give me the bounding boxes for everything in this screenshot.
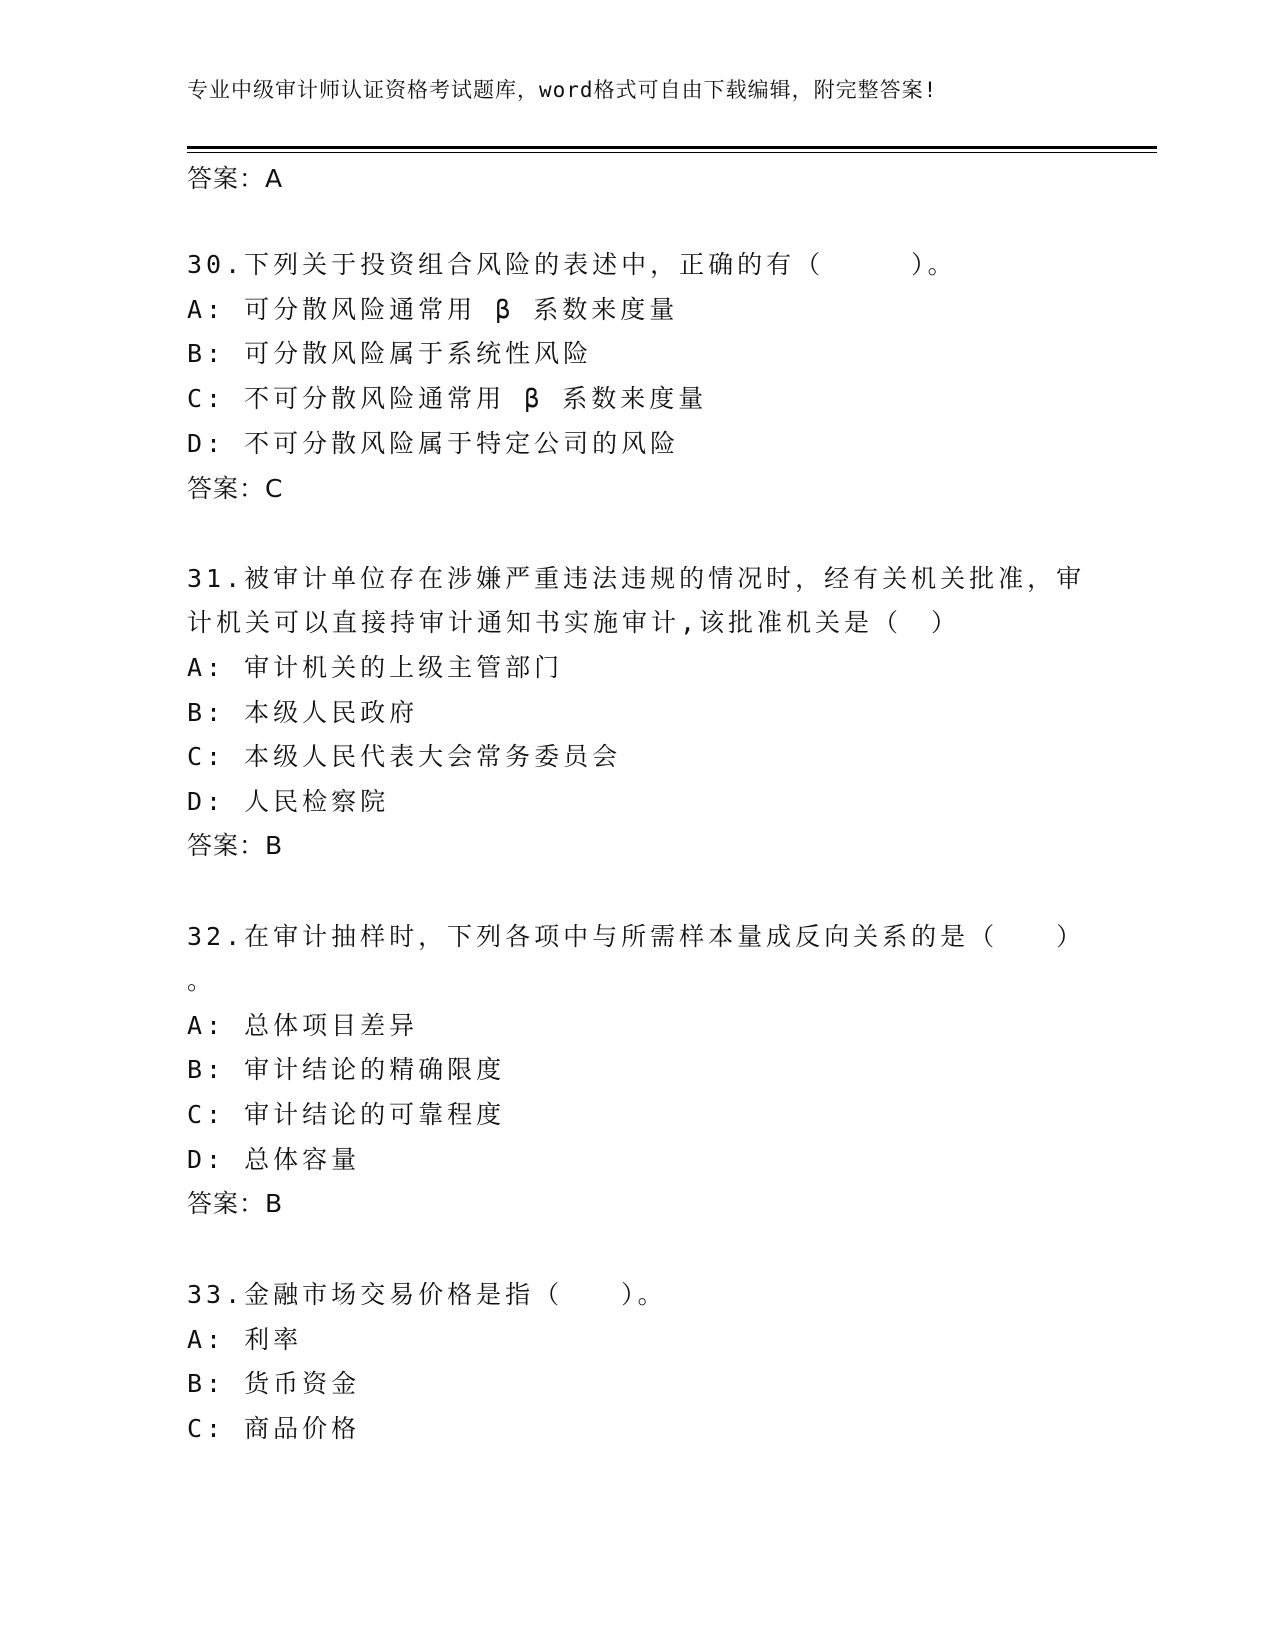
question-30-option-c: C: 不可分散风险通常用 β 系数来度量 xyxy=(187,384,708,413)
question-31-option-b: B: 本级人民政府 xyxy=(187,698,419,727)
question-32-stem-line-2: 。 xyxy=(187,966,217,995)
header-rule-thick xyxy=(187,146,1157,149)
question-31-option-a: A: 审计机关的上级主管部门 xyxy=(187,653,564,682)
question-32-stem-line-1: 32.在审计抽样时，下列各项中与所需样本量成反向关系的是（ ） xyxy=(187,922,1086,951)
question-31-stem-line-1: 31.被审计单位存在涉嫌严重违法违规的情况时，经有关机关批准，审 xyxy=(187,564,1086,593)
question-30-option-b: B: 可分散风险属于系统性风险 xyxy=(187,339,593,368)
question-32-option-a: A: 总体项目差异 xyxy=(187,1011,419,1040)
question-30-answer: 答案：C xyxy=(187,474,284,503)
question-33-option-b: B: 货币资金 xyxy=(187,1369,361,1398)
header-rule-thin xyxy=(187,152,1157,153)
question-33-option-a: A: 利率 xyxy=(187,1325,303,1354)
question-33-option-c: C: 商品价格 xyxy=(187,1414,361,1443)
question-32-option-c: C: 审计结论的可靠程度 xyxy=(187,1100,506,1129)
question-31-option-c: C: 本级人民代表大会常务委员会 xyxy=(187,742,622,771)
page-header: 专业中级审计师认证资格考试题库，word格式可自由下载编辑，附完整答案! xyxy=(187,78,938,102)
question-32-option-b: B: 审计结论的精确限度 xyxy=(187,1055,506,1084)
question-33-stem: 33.金融市场交易价格是指（ ）。 xyxy=(187,1280,667,1309)
question-30-option-d: D: 不可分散风险属于特定公司的风险 xyxy=(187,429,680,458)
question-32-answer: 答案：B xyxy=(187,1189,284,1218)
question-32-option-d: D: 总体容量 xyxy=(187,1145,361,1174)
question-30-option-a: A: 可分散风险通常用 β 系数来度量 xyxy=(187,295,679,324)
question-31-answer: 答案：B xyxy=(187,831,284,860)
question-31-stem-line-2: 计机关可以直接持审计通知书实施审计,该批准机关是（ ） xyxy=(187,608,961,637)
question-30-stem: 30.下列关于投资组合风险的表述中，正确的有（ ）。 xyxy=(187,250,957,279)
question-31-option-d: D: 人民检察院 xyxy=(187,787,390,816)
answer-29: 答案：A xyxy=(187,164,284,193)
